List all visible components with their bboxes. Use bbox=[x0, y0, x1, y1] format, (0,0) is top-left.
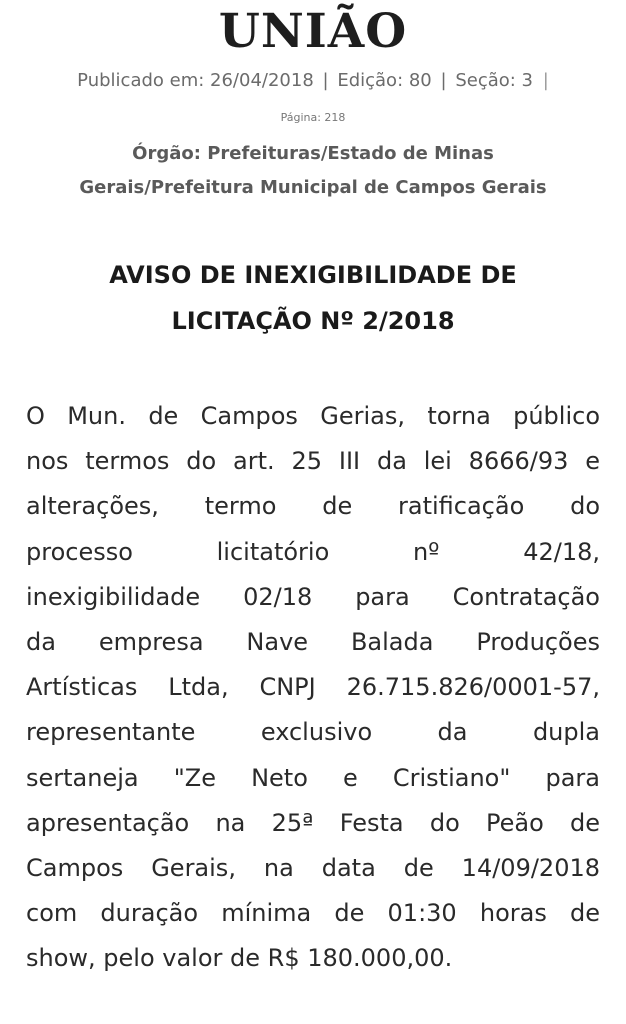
body-line: com duração mínima de 01:30 horas de bbox=[26, 899, 600, 928]
body-line: Artísticas Ltda, CNPJ 26.715.826/0001-57, bbox=[26, 673, 600, 702]
body-line: show, pelo valor de R$ 180.000,00. bbox=[26, 944, 453, 973]
edition-number: Edição: 80 bbox=[337, 70, 432, 91]
notice-body bbox=[26, 394, 600, 981]
separator: | bbox=[440, 70, 447, 91]
body-line: alterações, termo de ratificação do bbox=[26, 492, 600, 521]
publication-date: Publicado em: 26/04/2018 bbox=[77, 70, 314, 91]
title-line: LICITAÇÃO Nº 2/2018 bbox=[171, 307, 455, 335]
body-line: sertaneja "Ze Neto e Cristiano" para bbox=[26, 763, 600, 792]
body-line: da empresa Nave Balada Produções bbox=[26, 627, 600, 656]
organ-line: Gerais/Prefeitura Municipal de Campos Gerais bbox=[79, 177, 547, 198]
publication-info bbox=[0, 68, 626, 94]
newspaper-masthead: UNIÃO bbox=[218, 4, 408, 59]
notice-title bbox=[10, 252, 616, 344]
body-line: O Mun. de Campos Gerias, torna público bbox=[26, 402, 600, 430]
trailing-separator: | bbox=[542, 70, 549, 91]
body-line: apresentação na 25ª Festa do Peão de bbox=[26, 808, 600, 837]
body-line: processo licitatório nº 42/18, bbox=[26, 537, 600, 566]
page-number: Página: 218 bbox=[280, 111, 346, 124]
body-line: representante exclusivo da dupla bbox=[26, 718, 600, 747]
separator: | bbox=[322, 70, 329, 91]
issuing-organ bbox=[20, 137, 606, 205]
title-line: AVISO DE INEXIGIBILIDADE DE bbox=[109, 261, 517, 289]
organ-line: Órgão: Prefeituras/Estado de Minas bbox=[132, 143, 494, 164]
body-line: Campos Gerais, na data de 14/09/2018 bbox=[26, 853, 600, 882]
body-line: inexigibilidade 02/18 para Contratação bbox=[26, 582, 600, 611]
section-number: Seção: 3 bbox=[455, 70, 533, 91]
body-line: nos termos do art. 25 III da lei 8666/93 e bbox=[26, 447, 600, 476]
